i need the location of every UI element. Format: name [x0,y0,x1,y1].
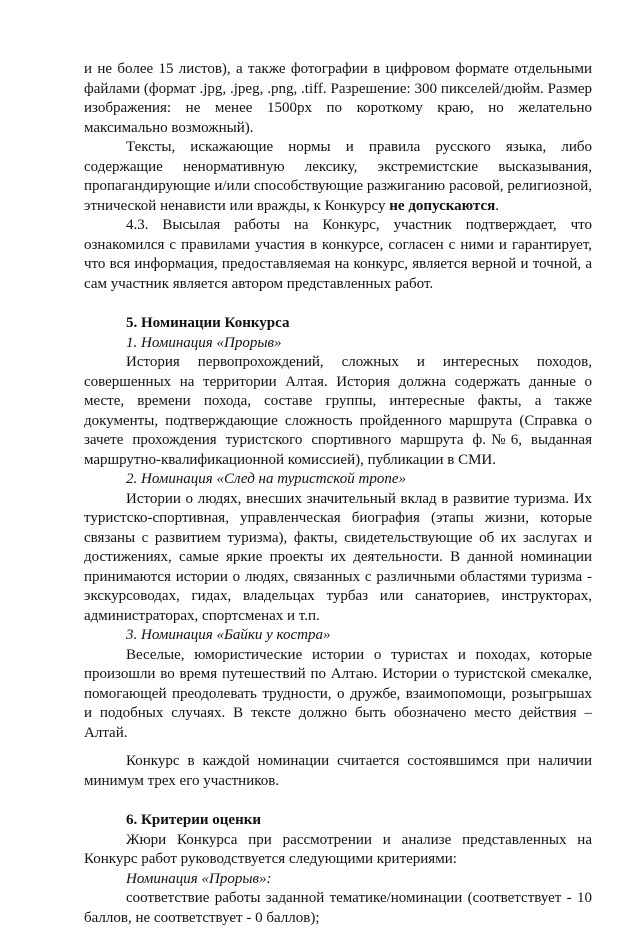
section-6-title: 6. Критерии оценки [126,812,261,828]
restrictions-text: Тексты, искажающие нормы и правила русского языка, либо содержащие ненормативную лексику, экстремистские высказывания, пропагандирующие и/или способствующие разжиганию расовой, религиозной, этнической ненависти или вражды, к Конкурсу [84,139,592,214]
spacer [84,294,592,314]
paragraph-files: и не более 15 листов), а также фотографии в цифровом формате отдельными файлами (формат .jpg, .jpeg, .png, .tiff. Разрешение: 300 пикселей/дюйм. Размер изображения: не менее 1500px по короткому краю, но желательно максимально возможный). [84,61,592,136]
nomination-2-text: Истории о людях, внесших значительный вклад в развитие туризма. Их туристско-спортивная, управленческая биография (этапы жизни, которые связаны с развитием туризма), факты, свидетельствующие об их заслугах и достижениях, самые яркие проекты их деятельности. В данной номинации принимаются истории о людях, связанных с различными областями туризма - экскурсоводах, гидах, владельцах турбаз или санаториев, инструкторах, администраторах, спортсменах и т.п. [84,490,592,624]
section-6-nomination-label: Номинация «Прорыв»: [126,870,272,887]
section-5-title: 5. Номинации Конкурса [126,315,290,331]
restrictions-end: . [495,197,500,214]
nomination-1-title: 1. Номинация «Прорыв» [126,334,282,351]
nomination-3-text: Веселые, юмористические истории о туристах и походах, которые произошли во время путешествий по Алтаю. Истории о туристской смекалке, помогающей преодолевать трудности, о дружбе, взаимопомощи, розыгрышах и подобных случаях. В тексте должно быть обозначено место действия – Алтай. [84,646,592,741]
nomination-3-title: 3. Номинация «Байки у костра» [126,627,331,643]
criterion-1: соответствие работы заданной тематике/номинации (соответствует - 10 баллов, не соответствует - 0 баллов); [84,890,592,926]
paragraph-4-3: 4.3. Высылая работы на Конкурс, участник подтверждает, что ознакомился с правилами участия в конкурсе, согласен с ними и гарантирует, что вся информация, предоставляемая на конкурс, является верной и точной, а сам участник является автором представленных работ. [84,217,592,292]
restrictions-bold: не допускаются [389,197,496,214]
section-6-intro: Жюри Конкурса при рассмотрении и анализе представленных на Конкурс работ руководствуется следующими критериями: [84,831,592,867]
spacer [84,743,592,752]
nomination-1-text: История первопрохождений, сложных и интересных походов, совершенных на территории Алтая. История должна содержать данные о месте, времени похода, составе группы, интересные факты, а также документы, подтверждающие сложность пройденного маршрута (Справка о зачете прохождения туристского спортивного маршрута ф.№6, выданная маршрутно-квалификационной комиссией), публикации в СМИ. [84,354,592,468]
paragraph-restrictions [84,138,592,216]
spacer [84,791,592,811]
section-5-closing: Конкурс в каждой номинации считается состоявшимся при наличии минимум трех его участников. [84,753,592,789]
nomination-2-title: 2. Номинация «След на туристской тропе» [126,471,406,487]
